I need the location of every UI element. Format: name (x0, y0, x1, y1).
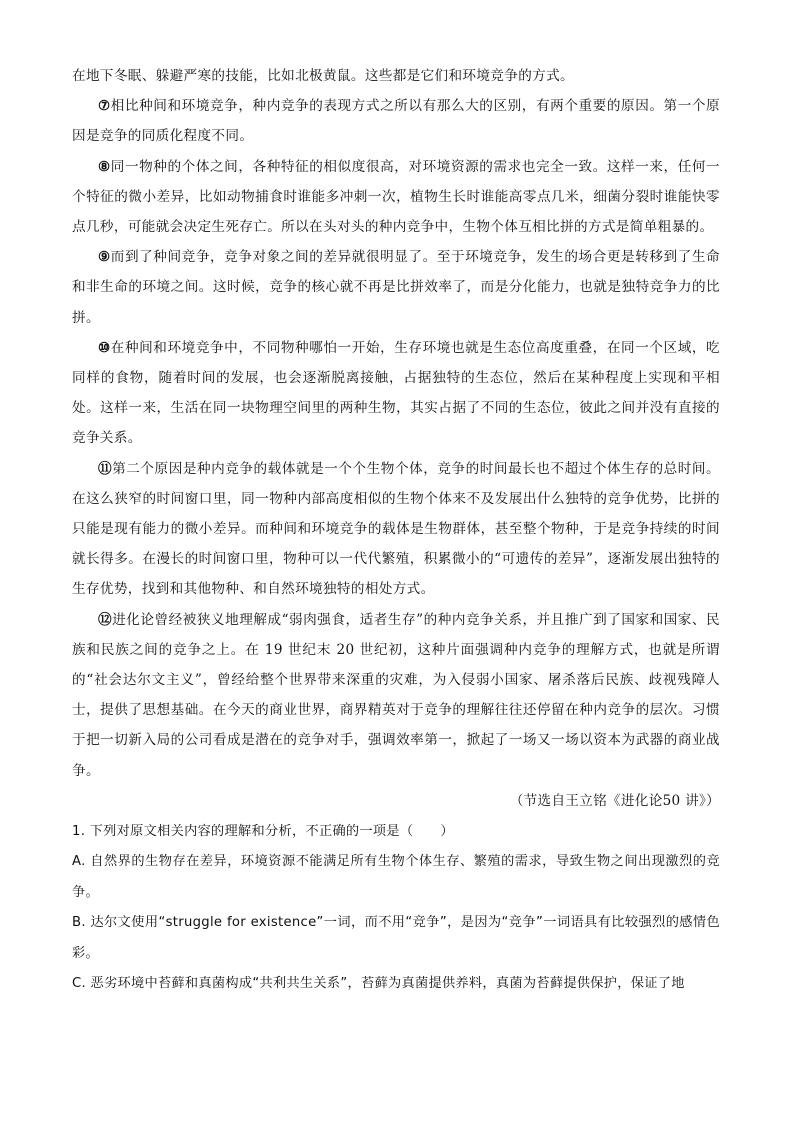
article-paragraph-continued: 在地下冬眠、躲避严寒的技能，比如北极黄鼠。这些都是它们和环境竞争的方式。 (72, 68, 574, 84)
article-paragraph-12 (72, 605, 720, 786)
option-c: C. 恶劣环境中苔藓和真菌构成“共利共生关系”，苔藓为真菌提供养料，真菌为苔藓提供保护，保证了地 (72, 975, 685, 991)
option-a: A. 自然界的生物存在差异，环境资源不能满足所有生物个体生存、繁殖的需求，导致生物之间出现激烈的竞争。 (72, 854, 720, 900)
article-paragraph-8 (72, 152, 720, 243)
paragraph-text: 而到了种间竞争，竞争对象之间的差异就很明显了。至于环境竞争，发生的场合更是转移到了生命和非生命的环境之间。这时候，竞争的核心就不再是比拼效率了，而是分化能力，也就是独特竞争力的比拼。 (72, 249, 721, 326)
paragraph-number: ⑫ (98, 611, 113, 628)
article-paragraph-11 (72, 454, 720, 605)
paragraph-text: 同一物种的个体之间，各种特征的相似度很高，对环境资源的需求也完全一致。这样一来，任何一个特征的微小差异，比如动物捕食时谁能多冲刺一次，植物生长时谁能高零点几米，细菌分裂时谁能快零点几秒，可能就会决定生死存亡。所以在头对头的种内竞争中，生物个体互相比拼的方式是简单粗暴的。 (72, 158, 721, 236)
paragraph-text: 进化论曾经被狭义地理解成“弱肉强食，适者生存”的种内竞争关系，并且推广到了国家和国家、民族和民族之间的竞争之上。在 19 世纪末 20 世纪初，这种片面强调种内竞争的理解方式，也就是所谓的“社会达尔文主义”，曾经给整个世界带来深重的灾难，为入侵弱小国家、屠杀落后民族、歧视残障人士，提供了思想基础。在今天的商业世界，商界精英对于竞争的理解往往还停留在种内竞争的层次。习惯于把一切新入局的公司看成是潜在的竞争对手，强调效率第一，掀起了一场又一场以资本为武器的商业战争。 (72, 611, 720, 779)
paragraph-number: ⑨ (98, 249, 111, 266)
article-source: （节选自王立铭《进化论50 讲》） (509, 792, 720, 809)
article-paragraph-7 (72, 91, 720, 151)
paragraph-text: 第二个原因是种内竞争的载体就是一个个生物个体，竞争的时间最长也不超过个体生存的总时间。在这么狭窄的时间窗口里，同一物种内部高度相似的生物个体来不及发展出什么独特的竞争优势，比拼的只能是现有能力的微小差异。而种间和环境竞争的载体是生物群体，甚至整个物种，于是竞争持续的时间就长得多。在漫长的时间窗口里，物种可以一代代繁殖，积累微小的“可遗传的差异”，逐渐发展出独特的生存优势，找到和其他物种、和自然环境独特的相处方式。 (72, 460, 720, 598)
option-b: B. 达尔文使用“struggle for existence”一词，而不用“竞争”，是因为“竞争”一词语具有比较强烈的感情色彩。 (72, 915, 720, 961)
paragraph-text: 相比种间和环境竞争，种内竞争的表现方式之所以有那么大的区别，有两个重要的原因。第一个原因是竞争的同质化程度不同。 (72, 98, 721, 145)
question-stem: 1. 下列对原文相关内容的理解和分析，不正确的一项是（ ） (72, 823, 454, 839)
document-page (72, 61, 720, 999)
question-block (72, 817, 720, 999)
paragraph-number: ⑦ (98, 98, 111, 115)
paragraph-text: 在种间和环境竞争中，不同物种哪怕一开始，生存环境也就是生态位高度重叠，在同一个区域，吃同样的食物，随着时间的发展，也会逐渐脱离接触，占据独特的生态位，然后在某种程度上实现和平相处。这样一来，生活在同一块物理空间里的两种生物，其实占据了不同的生态位，彼此之间并没有直接的竞争关系。 (72, 339, 721, 447)
article-paragraph-10 (72, 333, 720, 454)
paragraph-number: ⑪ (98, 460, 113, 477)
paragraph-number: ⑧ (98, 158, 111, 175)
article-paragraph-9 (72, 242, 720, 333)
paragraph-number: ⑩ (98, 339, 111, 356)
